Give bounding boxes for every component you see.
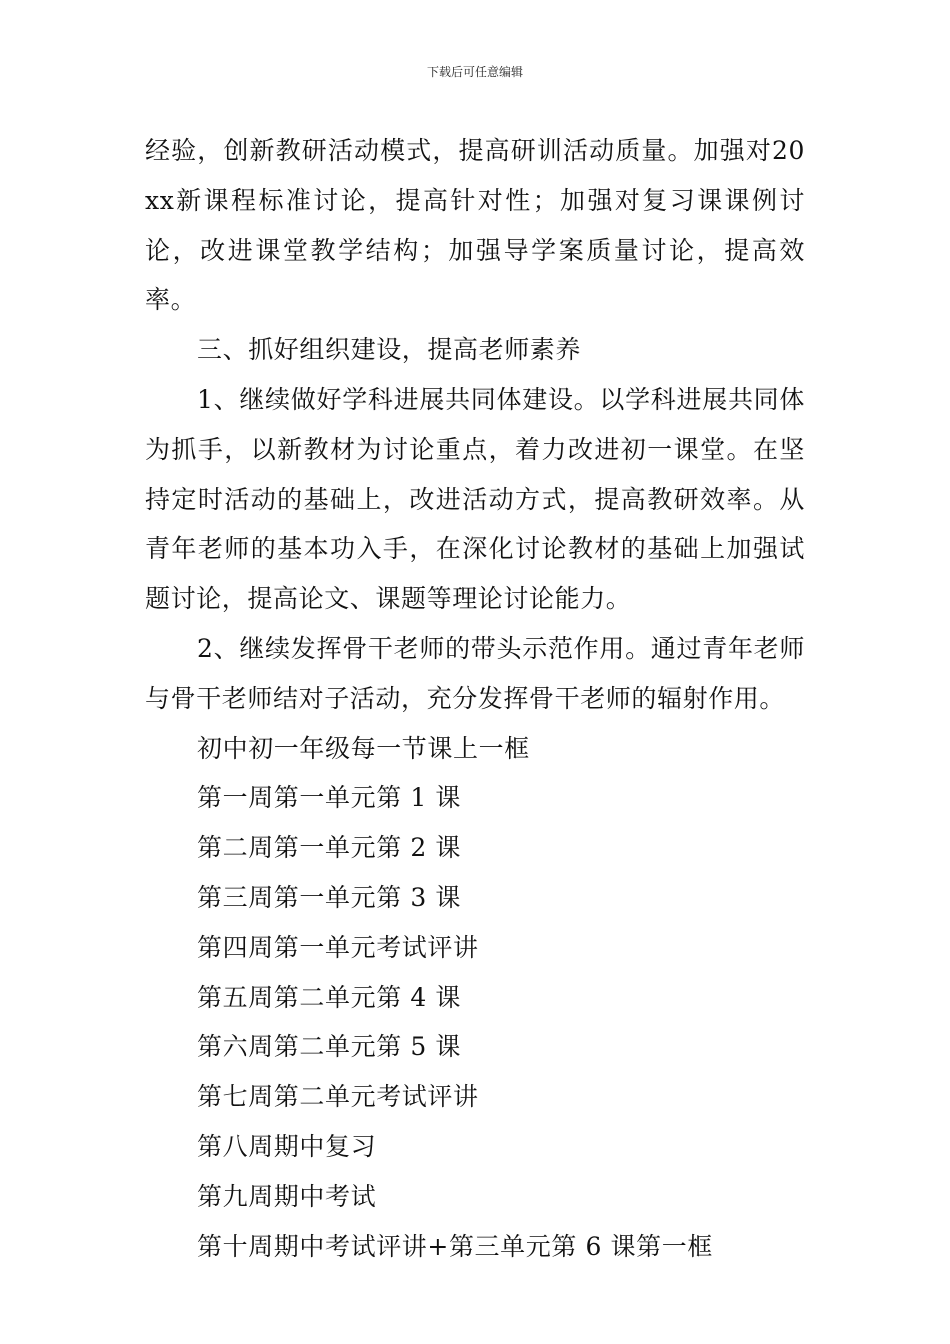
paragraph-item-1: 1、继续做好学科进展共同体建设。以学科进展共同体为抓手，以新教材为讨论重点，着力改进初一课堂。在坚持定时活动的基础上，改进活动方式，提高教研效率。从青年老师的基本功入手，在深化讨论教材的基础上加强试题讨论，提高论文、课题等理论讨论能力。 xyxy=(145,384,805,614)
schedule-item: 第十周期中考试评讲+第三单元第 6 课第一框 xyxy=(197,1231,713,1261)
page-header-note: 下载后可任意编辑 xyxy=(426,65,523,79)
schedule-item: 第三周第一单元第 3 课 xyxy=(197,882,462,912)
schedule-item: 第九周期中考试 xyxy=(197,1181,377,1211)
paragraph-continuation: 经验，创新教研活动模式，提高研训活动质量。加强对20xx新课程标准讨论，提高针对性；加强对复习课课例讨论，改进课堂教学结构；加强导学案质量讨论，提高效率。 xyxy=(145,136,805,315)
schedule-item: 第二周第一单元第 2 课 xyxy=(197,833,462,863)
schedule-item: 第四周第一单元考试评讲 xyxy=(197,932,479,962)
schedule-item: 第一周第一单元第 1 课 xyxy=(197,783,462,813)
schedule-item: 第五周第二单元第 4 课 xyxy=(197,982,462,1012)
paragraph-item-2: 2、继续发挥骨干老师的带头示范作用。通过青年老师与骨干老师结对子活动，充分发挥骨干老师的辐射作用。 xyxy=(145,633,805,713)
schedule-item: 第六周第二单元第 5 课 xyxy=(197,1032,462,1062)
schedule-title: 初中初一年级每一节课上一框 xyxy=(197,733,530,763)
schedule-item: 第七周第二单元考试评讲 xyxy=(197,1082,479,1112)
schedule-list xyxy=(145,773,805,1271)
document-body xyxy=(145,126,805,1271)
schedule-item: 第八周期中复习 xyxy=(197,1131,377,1161)
section-heading: 三、抓好组织建设，提高老师素养 xyxy=(197,335,582,365)
